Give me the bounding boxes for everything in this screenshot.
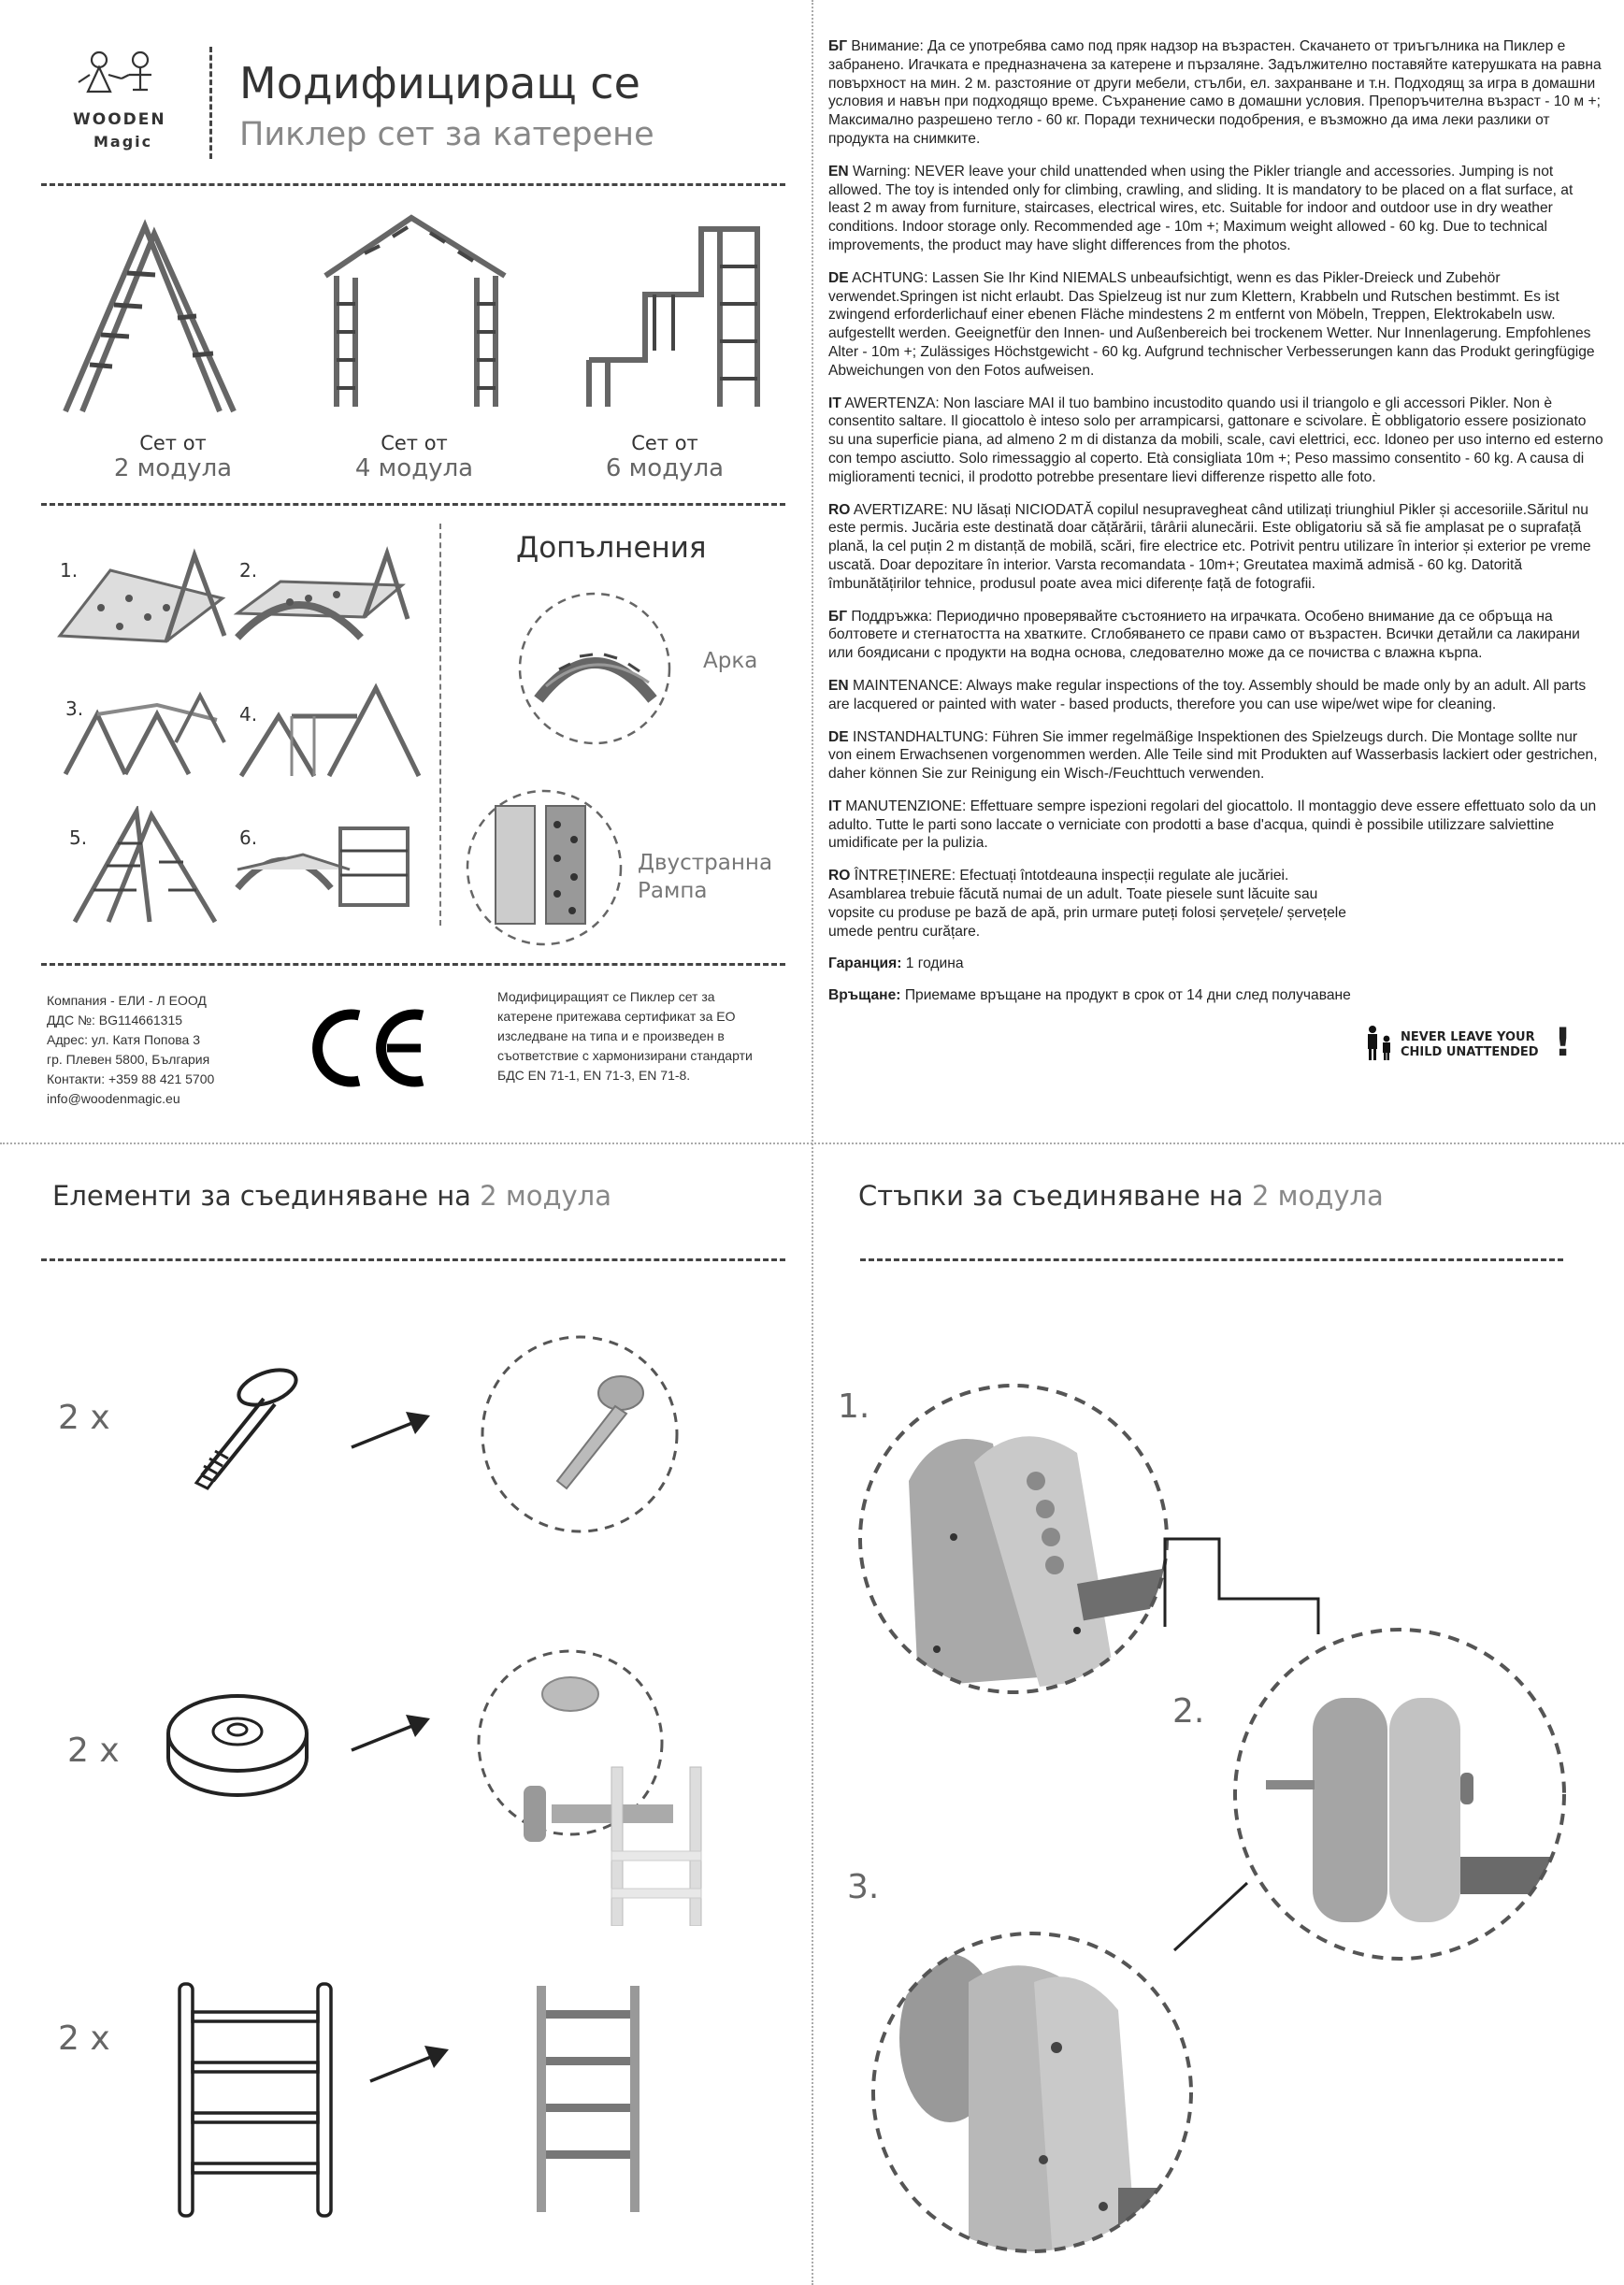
qty-disk: 2 x [67, 1732, 120, 1770]
logo-line1: WOODEN [73, 110, 166, 129]
maintenance-text: MANUTENZIONE: Effettuare sempre ispezioni regolari del giocattolo. Il montaggio deve essere effettuato solo da un adulto. Tutte le parti sono laccate o verniciate con prodotti a base d'acqua, quindi è possibile utilizzare salviettine umidificate per la pulizia. [828, 798, 1597, 852]
config-1-illustration [54, 542, 232, 645]
warranty-label: Гаранция: [828, 956, 902, 972]
warning-text: Внимание: Да се употребява само под пряк надзор на възрастен. Скачането от триъгълника на Пиклер е забранено. Игачката е предназначена за катерене и пързаляне. Задължително поставяйте катерушката на равна повърхност на мин. 2 м. разстояние от други мебели, стълби, ел. захранване и т.н. Подходящ за игра в домашни условия и навън при подходящо време. Съхранение само в домашни условия. Препоръчителна възраст - 10 м +; Максимално разрешено тегло - 60 кг. Поради технически подобрения, е възможно да има леки разлики от продукта на снимките. [828, 38, 1602, 147]
company-line: info@woodenmagic.eu [47, 1091, 180, 1106]
config-number: 2. [239, 559, 258, 582]
maintenance-it [828, 798, 1604, 853]
config-5-illustration [65, 806, 224, 927]
step-2-photo [1229, 1623, 1571, 1965]
bolt-icon [174, 1356, 305, 1496]
warning-text: AWERTENZA: Non lasciare MAI il tuo bambino incustodito quando usi il triangolo e gli accessori Pikler. Non è consentito saltare. Il giocattolo è inteso solo per arrampicarsi, gattonare e scivolare. È obbligatorio essere posizionato su una superficie piana, ad almeno 2 m di distanza da mobili, scale, cavi elettrici, ecc. Idoneo per uso interno ed esterno con tempo asciutto. Solo rimessaggio al coperto. Età consigliata 10m +; Peso massimo consentito - 60 kg. A causa di miglioramenti tecnici, il prodotto potrebbe presentare lievi differenze rispetto alle foto. [828, 395, 1603, 485]
warranty-value: 1 година [905, 956, 964, 972]
addons-title: Допълнения [516, 531, 707, 565]
set-modules-text: 2 модула [113, 454, 233, 482]
set-label-6 [576, 432, 754, 482]
arch-illustration [512, 589, 677, 748]
maintenance-text: Поддръжка: Периодично проверявайте състоянието на играчката. Особено внимание да се обръща на болтовете и стегнатостта на хватките. Сглобяването се прави само от възрастен. Всички детайли са лакирани или боядисани с продукти на водна основа, следователно може да се почиства с влажна кърпа. [828, 608, 1580, 662]
set-label-text: Сет от [381, 432, 448, 454]
ramp-label-line2: Рампа [638, 879, 708, 903]
lang-code: RO [828, 868, 851, 884]
warning-text: ACHTUNG: Lassen Sie Ihr Kind NIEMALS unbeaufsichtigt, wenn es das Pikler-Dreieck und Zubehör verwendet.Springen ist nicht erlaubt. Das Spielzeug ist nur zum Klettern, Krabbeln und Rutschen bestimmt. Es ist zwingend erforderlichauf einer ebenen Fläche mindestens 2 m entfernt von Möbeln, Treppen, Elektrokabeln usw. aufgestellt werden. Geeignetfür den Innen- und Außenbereich bei trockenem Wetter. Nur Innenlagerung. Empfohlenes Alter - 10m +; Zulässiges Höchstgewicht - 60 kg. Aufgrund technischer Verbesserungen kann das Produkt geringfügige Abweichungen von den Fotos aufweisen. [828, 269, 1595, 379]
set-2-modules-illustration [56, 215, 243, 421]
arrow-icon [348, 1711, 434, 1758]
badge-line1: NEVER LEAVE YOUR [1401, 1030, 1535, 1044]
returns-label: Връщане: [828, 987, 901, 1004]
warning-en [828, 163, 1604, 255]
steps-divider [860, 1258, 1563, 1261]
warnings-column [828, 37, 1604, 1005]
addons-divider [439, 524, 441, 926]
ramp-illustration [460, 787, 628, 948]
maintenance-de [828, 728, 1604, 783]
company-info [47, 991, 214, 1109]
page-subtitle: Пиклер сет за катерене [239, 116, 654, 153]
company-line: гр. Плевен 5800, България [47, 1052, 210, 1067]
maintenance-text: INSTANDHALTUNG: Führen Sie immer regelmäßige Inspektionen des Spielzeugs durch. Die Montage sollte nur von einem Erwachsenen vorgenommen werden. Alle Teile sind mit Produkten auf Wasserbasis lackiert oder gestrichen, daher können Sie zur Reinigung ein Wisch-/Feuchttuch verwenden. [828, 728, 1598, 783]
maintenance-bg [828, 608, 1604, 663]
config-number: 5. [69, 826, 88, 849]
set-4-modules-illustration [318, 210, 514, 416]
step-number-1: 1. [838, 1387, 870, 1426]
elements-title-highlight: 2 модула [480, 1180, 611, 1212]
config-3-illustration [60, 677, 228, 780]
set-label-text: Сет от [139, 432, 207, 454]
qty-bolt: 2 x [58, 1399, 110, 1437]
config-2-illustration [224, 544, 411, 647]
lang-code: EN [828, 163, 849, 180]
bolt-detail-illustration [477, 1331, 683, 1537]
set-modules-text: 4 модула [354, 454, 474, 482]
company-line: Контакти: +359 88 421 5700 [47, 1071, 215, 1086]
lang-code: БГ [828, 38, 848, 54]
step-number-2: 2. [1172, 1692, 1205, 1731]
callout-line [1159, 1533, 1346, 1636]
badge-exclamation: ! [1554, 1019, 1573, 1065]
never-leave-badge [1363, 1021, 1578, 1068]
company-line: Компания - ЕЛИ - Л ЕООД [47, 993, 207, 1008]
logo-children-icon [73, 49, 185, 105]
config-number: 4. [239, 703, 258, 726]
maintenance-ro [828, 867, 1352, 941]
maintenance-text: MAINTENANCE: Always make regular inspections of the toy. Assembly should be made only by an adult. All parts are lacquered or painted with water - based products, therefore you can use wipe/wet wipe for cleaning. [828, 677, 1587, 712]
arrow-icon [348, 1408, 434, 1455]
logo-divider [209, 47, 212, 159]
lang-code: RO [828, 501, 851, 518]
disk-icon [159, 1683, 318, 1804]
warning-bg [828, 37, 1604, 149]
ladder-icon [172, 1978, 338, 2221]
ramp-label-line1: Двустранна [638, 851, 773, 875]
steps-title [858, 1180, 1384, 1212]
qty-ladder: 2 x [58, 2019, 110, 2058]
warning-it [828, 395, 1604, 487]
badge-line2: CHILD UNATTENDED [1401, 1045, 1539, 1059]
set-label-4 [325, 432, 503, 482]
steps-title-highlight: 2 модула [1252, 1180, 1384, 1212]
lang-code: DE [828, 269, 849, 286]
warranty [828, 955, 1604, 973]
company-line: Адрес: ул. Катя Попова 3 [47, 1032, 200, 1047]
config-number: 6. [239, 826, 258, 849]
set-6-modules-illustration [580, 210, 767, 416]
disk-detail-illustration [473, 1645, 726, 1926]
returns [828, 986, 1604, 1005]
ce-mark-text: CE [305, 1006, 307, 1007]
ramp-label [638, 849, 772, 905]
step-3-photo [866, 1926, 1199, 2259]
certificate-line: Модифициращият се Пиклер сет за [497, 989, 715, 1004]
config-6-illustration [228, 813, 415, 916]
ladder-photo-illustration [533, 1982, 645, 2216]
set-label-2 [84, 432, 262, 482]
lang-code: DE [828, 728, 849, 745]
lang-code: EN [828, 677, 849, 694]
certificate-line: съответствие с хармонизирани стандарти [497, 1048, 753, 1063]
header-divider [41, 183, 785, 186]
elements-divider [41, 1258, 785, 1261]
lang-code: БГ [828, 608, 848, 625]
arch-label: Арка [703, 649, 758, 673]
set-label-text: Сет от [631, 432, 698, 454]
steps-title-text: Стъпки за съединяване на [858, 1180, 1243, 1212]
company-line: ДДС №: BG114661315 [47, 1013, 183, 1028]
lang-code: IT [828, 798, 841, 814]
badge-text [1401, 1030, 1539, 1060]
certificate-line: катерене притежава сертификат за ЕО [497, 1009, 736, 1024]
footer-divider [41, 963, 785, 966]
elements-title [52, 1180, 611, 1212]
elements-title-text: Елементи за съединяване на [52, 1180, 471, 1212]
maintenance-en [828, 677, 1604, 714]
fold-line-horizontal [0, 1142, 1624, 1144]
maintenance-text: ÎNTREȚINERE: Efectuați întotdeauna inspecții regulate ale jucăriei. Asamblarea trebuie făcută numai de un adult. Toate piesele sunt lăcuite sau vopsite cu produse pe bază de apă, prin urmare puteți folosi șervețele/ șervețele umede pentru curățare. [828, 868, 1346, 940]
returns-value: Приемаме връщане на продукт в срок от 14 дни след получаване [904, 987, 1351, 1004]
lang-code: IT [828, 395, 841, 411]
warning-de [828, 269, 1604, 381]
arrow-icon [366, 2042, 453, 2089]
certificate-line: БДС EN 71-1, EN 71-3, EN 71-8. [497, 1068, 691, 1083]
page-title: Модифициращ се [239, 58, 640, 108]
config-number: 3. [65, 697, 84, 720]
step-number-3: 3. [847, 1868, 880, 1906]
certificate-line: изследване на типа и е произведен в [497, 1028, 725, 1043]
warning-text: AVERTIZARE: NU lăsați NICIODATĂ copilul nesupravegheat când utilizați triunghiul Pikler și accesoriile.Săritul nu este permis. Jucăria este destinată doar cățărării, târârii alunecării. Este obligatoriu să să fie amplasat pe o suprafață plană, la cel puțin 2 m distanță de mobilă, scări, fire electrice etc. Potrivit pentru utilizare în interior și exterior pe vreme uscată. Doar depozitare în interior. Varsta recomandata - 10m+; Greutatea maximă admisă - 60 kg. Datorită îmbunătățirilor tehnice, produsul poate avea mici diferențe față de fotografii. [828, 501, 1591, 592]
config-4-illustration [236, 679, 423, 782]
parent-child-icon [1363, 1025, 1395, 1062]
logo [73, 49, 185, 159]
certificate-text [497, 987, 753, 1085]
warning-ro [828, 501, 1604, 594]
logo-line2: Magic [93, 133, 153, 151]
sets-divider [41, 503, 785, 506]
warning-text: Warning: NEVER leave your child unattended when using the Pikler triangle and accessories. Jumping is not allowed. The toy is intended only for climbing, crawling, and sliding. It is mandatory to be placed on a flat surface, at least 2 m away from furniture, staircases, electrical wires, etc. Suitable for indoor and outdoor use in dry weather conditions. Indoor storage only. Recommended age - 10m +; Maximum weight allowed - 60 kg. Due to technical improvements, the product may have slight differences from the photos. [828, 163, 1574, 253]
step-1-photo [853, 1378, 1174, 1700]
ce-mark-icon [305, 1006, 436, 1090]
set-modules-text: 6 модула [605, 454, 725, 482]
config-number: 1. [60, 559, 79, 582]
